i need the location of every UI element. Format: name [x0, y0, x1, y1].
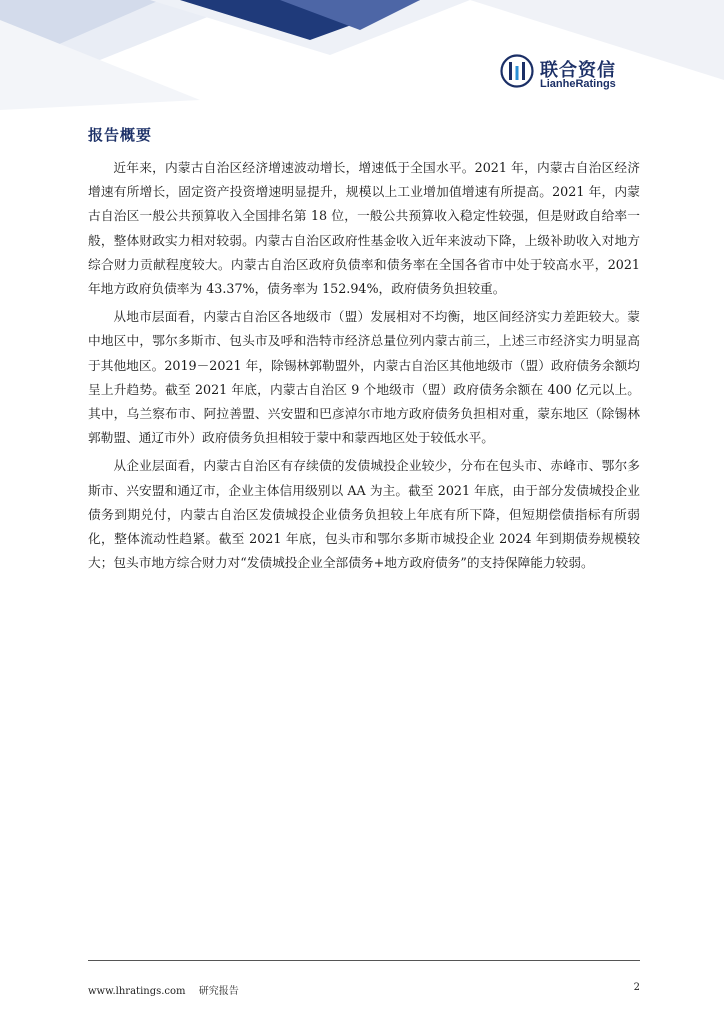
logo-chinese-name: 联合资信 — [540, 60, 616, 81]
footer-divider — [88, 960, 640, 961]
lianhe-logo-icon — [500, 54, 534, 88]
paragraph-enterprise-level: 从企业层面看，内蒙古自治区有存续债的发债城投企业较少，分布在包头市、赤峰市、鄂尔多斯市、兴安盟和通辽市，企业主体信用级别以 AA 为主。截至 2021 年底，由于部分发债城投企业债务到期兑付，内蒙古自治区发债城投企业债务负担较上年底有所下降，但短期偿债指标有所弱化，整体流动性趋紧。截至 2021 年底，包头市和鄂尔多斯市城投企业 2024 年到期债券规模较大；包头市地方综合财力对“发债城投企业全部债务+地方政府债务”的支持保障能力较弱。 — [88, 458, 640, 571]
paragraph-macro: 近年来，内蒙古自治区经济增速波动增长，增速低于全国水平。2021 年，内蒙古自治区经济增速有所增长，固定资产投资增速明显提升，规模以上工业增加值增速有所提高。2021 年，内蒙古自治区一般公共预算收入全国排名第 18 位，一般公共预算收入稳定性较强，但是财政自给率一般，整体财政实力相对较弱。内蒙古自治区政府性基金收入近年来波动下降，上级补助收入对地方综合财力贡献程度较大。内蒙古自治区政府负债率和债务率在全国各省市中处于较高水平，2021 年地方政府负债率为 43.37%，债务率为 152.94%，政府债务负担较重。 — [88, 160, 640, 297]
logo-english-name: LianheRatings — [540, 78, 616, 90]
footer-website: www.lhratings.com — [88, 986, 186, 997]
company-logo — [500, 54, 640, 94]
report-summary-body — [88, 156, 640, 579]
paragraph-city-level: 从地市层面看，内蒙古自治区各地级市（盟）发展相对不均衡，地区间经济实力差距较大。蒙中地区中，鄂尔多斯市、包头市及呼和浩特市经济总量位列内蒙古前三，上述三市经济实力明显高于其他地区。2019－2021 年，除锡林郭勒盟外，内蒙古自治区其他地级市（盟）政府债务余额均呈上升趋势。截至 2021 年底，内蒙古自治区 9 个地级市（盟）政府债务余额在 400 亿元以上。其中，乌兰察布市、阿拉善盟、兴安盟和巴彦淖尔市地方政府债务负担相对重，蒙东地区（除锡林郭勒盟、通辽市外）政府债务负担相较于蒙中和蒙西地区处于较低水平。 — [88, 309, 640, 446]
page-number: 2 — [633, 982, 640, 993]
section-title: 报告概要 — [88, 126, 153, 144]
footer-doc-type: 研究报告 — [198, 986, 239, 997]
footer-info — [88, 982, 249, 997]
